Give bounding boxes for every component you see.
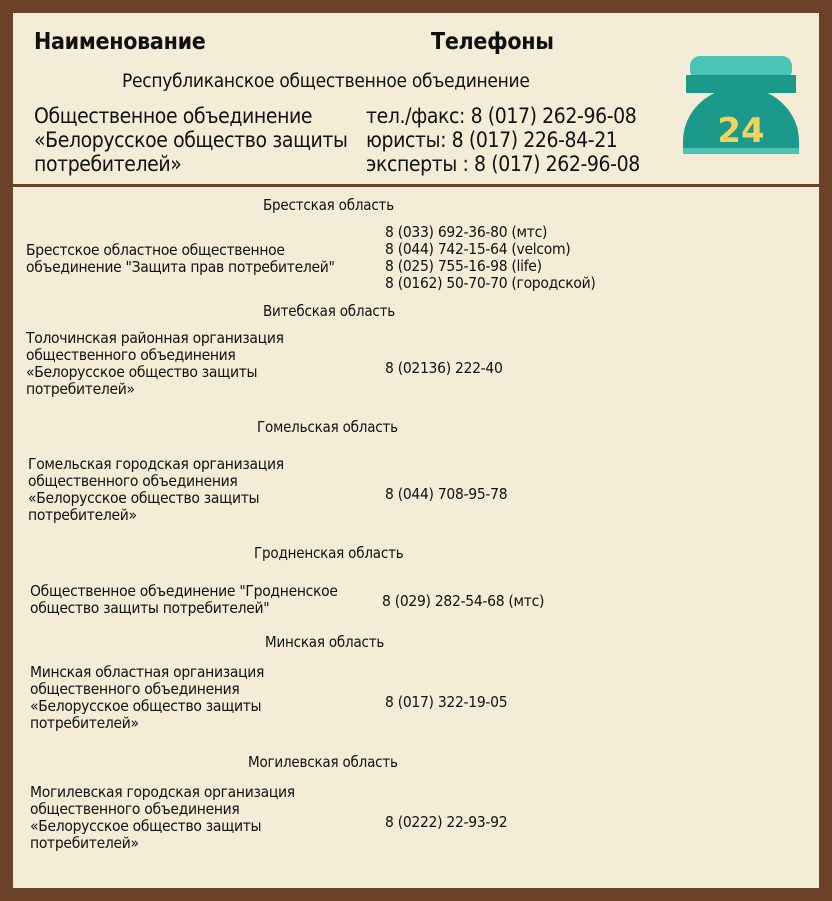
org-name-minsk xyxy=(30,664,264,732)
org-line: общественного объединения xyxy=(30,680,240,698)
org-name-mogilev xyxy=(30,784,295,852)
republic-section-title: Республиканское общественное объединение xyxy=(122,70,530,92)
region-heading-minsk: Минская область xyxy=(265,633,385,651)
org-name-vitebsk xyxy=(26,330,284,398)
org-line: общество защиты потребителей" xyxy=(30,599,270,617)
phones-grodno xyxy=(382,593,544,610)
phone-fax: тел./факс: 8 (017) 262-96-08 xyxy=(366,104,637,128)
org-line: потребителей» xyxy=(30,834,139,852)
phones-brest xyxy=(385,224,596,292)
region-heading-gomel: Гомельская область xyxy=(257,418,398,436)
org-line: общественного объединения xyxy=(30,800,240,818)
phone-number: 8 (033) 692-36-80 (мтс) xyxy=(385,223,548,241)
phone-experts: эксперты : 8 (017) 262-96-08 xyxy=(366,152,640,176)
org-line: потребителей» xyxy=(30,714,139,732)
org-line: общественного объединения xyxy=(26,346,236,364)
phones-minsk xyxy=(385,694,507,711)
org-line: потребителей» xyxy=(26,380,135,398)
phone-lawyers: юристы: 8 (017) 226-84-21 xyxy=(366,128,618,152)
org-name-line: Общественное объединение xyxy=(34,104,313,128)
org-line: Общественное объединение "Гродненское xyxy=(30,582,338,600)
phones-mogilev xyxy=(385,814,507,831)
phones-gomel xyxy=(385,486,507,503)
contacts-panel xyxy=(13,13,819,888)
region-heading-mogilev: Могилевская область xyxy=(248,753,398,771)
phone-number: 8 (044) 742-15-64 (velcom) xyxy=(385,240,571,258)
org-name-grodno xyxy=(30,583,338,617)
phone-number: 8 (025) 755-16-98 (life) xyxy=(385,257,542,275)
region-heading-brest: Брестская область xyxy=(263,196,394,214)
org-line: Гомельская городская организация xyxy=(28,455,284,473)
org-line: потребителей» xyxy=(28,506,137,524)
org-line: «Белорусское общество защиты xyxy=(28,489,260,507)
column-header-name: Наименование xyxy=(34,29,206,55)
org-line: «Белорусское общество защиты xyxy=(30,697,262,715)
org-line: Минская областная организация xyxy=(30,663,265,681)
republic-org-name xyxy=(34,104,347,176)
phone-number: 8 (017) 322-19-05 xyxy=(385,693,508,711)
org-line: Толочинская районная организация xyxy=(26,329,284,347)
org-line: Могилевская городская организация xyxy=(30,783,295,801)
org-line: Брестское областное общественное xyxy=(26,241,285,259)
republic-phones xyxy=(366,104,640,176)
org-name-line: потребителей» xyxy=(34,152,182,176)
region-heading-grodno: Гродненская область xyxy=(254,544,404,562)
region-heading-vitebsk: Витебская область xyxy=(263,302,396,320)
phone-number: 8 (0162) 50-70-70 (городской) xyxy=(385,274,596,292)
divider-line xyxy=(13,184,819,187)
phone-number: 8 (0222) 22-93-92 xyxy=(385,813,508,831)
org-line: «Белорусское общество защиты xyxy=(26,363,258,381)
phone-24-icon xyxy=(681,53,801,173)
org-name-brest xyxy=(26,242,335,276)
badge-number: 24 xyxy=(717,111,765,151)
org-line: «Белорусское общество защиты xyxy=(30,817,262,835)
phone-number: 8 (044) 708-95-78 xyxy=(385,485,508,503)
org-line: общественного объединения xyxy=(28,472,238,490)
phones-vitebsk xyxy=(385,360,503,377)
column-header-phones: Телефоны xyxy=(431,29,554,55)
phone-number: 8 (02136) 222-40 xyxy=(385,359,503,377)
phone-number: 8 (029) 282-54-68 (мтс) xyxy=(382,592,545,610)
org-name-gomel xyxy=(28,456,284,524)
org-line: объединение "Защита прав потребителей" xyxy=(26,258,335,276)
org-name-line: «Белорусское общество защиты xyxy=(34,128,348,152)
